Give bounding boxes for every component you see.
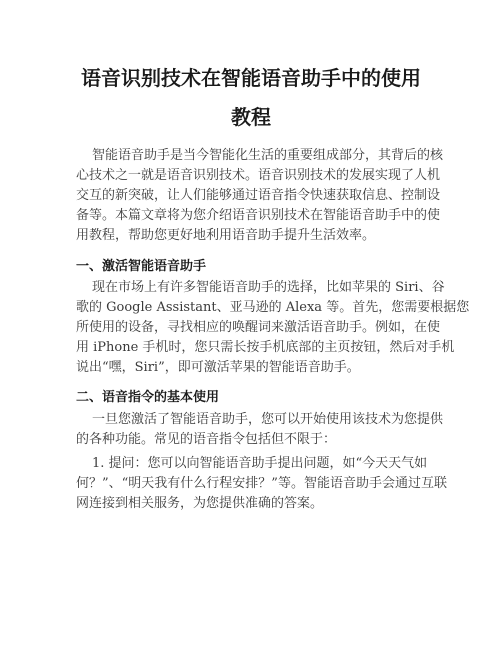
list-item-1-line: 何？”、“明天我有什么行程安排？”等。智能语音助手会通过互联	[76, 476, 447, 491]
intro-line: 交互的新突破，让人们能够通过语音指令快速获取信息、控制设	[76, 188, 441, 203]
section-1-line: 歌的 Google Assistant、亚马逊的 Alexa 等。首先，您需要根据您	[76, 300, 470, 315]
document-title-line-1: 语音识别技术在智能语音助手中的使用	[81, 66, 421, 90]
document-title-line-2: 教程	[231, 105, 271, 129]
list-item-1	[76, 454, 447, 514]
intro-line: 心技术之一就是语音识别技术。语音识别技术的发展实现了人机	[76, 168, 441, 183]
intro-line: 备等。本篇文章将为您介绍语音识别技术在智能语音助手中的使	[76, 208, 441, 223]
section-2-line: 的各种功能。常见的语音指令包括但不限于：	[76, 432, 337, 447]
section-1-line: 用 iPhone 手机时，您只需长按手机底部的主页按钮，然后对手机	[76, 340, 455, 355]
section-1-line: 说出“嘿，Siri”，即可激活苹果的智能语音助手。	[76, 360, 360, 375]
section-1-line: 所使用的设备，寻找相应的唤醒词来激活语音助手。例如，在使	[76, 320, 441, 335]
section-2-heading: 二、语音指令的基本使用	[76, 390, 220, 405]
list-item-1-line: 1. 提问：您可以向智能语音助手提出问题，如“今天天气如	[92, 456, 428, 471]
section-2-paragraph	[76, 410, 444, 450]
intro-line: 智能语音助手是当今智能化生活的重要组成部分，其背后的核	[92, 148, 444, 163]
section-1-heading: 一、激活智能语音助手	[76, 259, 207, 274]
section-2-line: 一旦您激活了智能语音助手，您可以开始使用该技术为您提供	[92, 412, 444, 427]
intro-line: 用教程，帮助您更好地利用语音助手提升生活效率。	[76, 228, 376, 243]
section-1-line: 现在市场上有许多智能语音助手的选择，比如苹果的 Siri、谷	[92, 280, 445, 295]
section-1-paragraph	[76, 278, 470, 378]
intro-paragraph	[76, 146, 444, 246]
list-item-1-line: 网连接到相关服务，为您提供准确的答案。	[76, 496, 324, 511]
